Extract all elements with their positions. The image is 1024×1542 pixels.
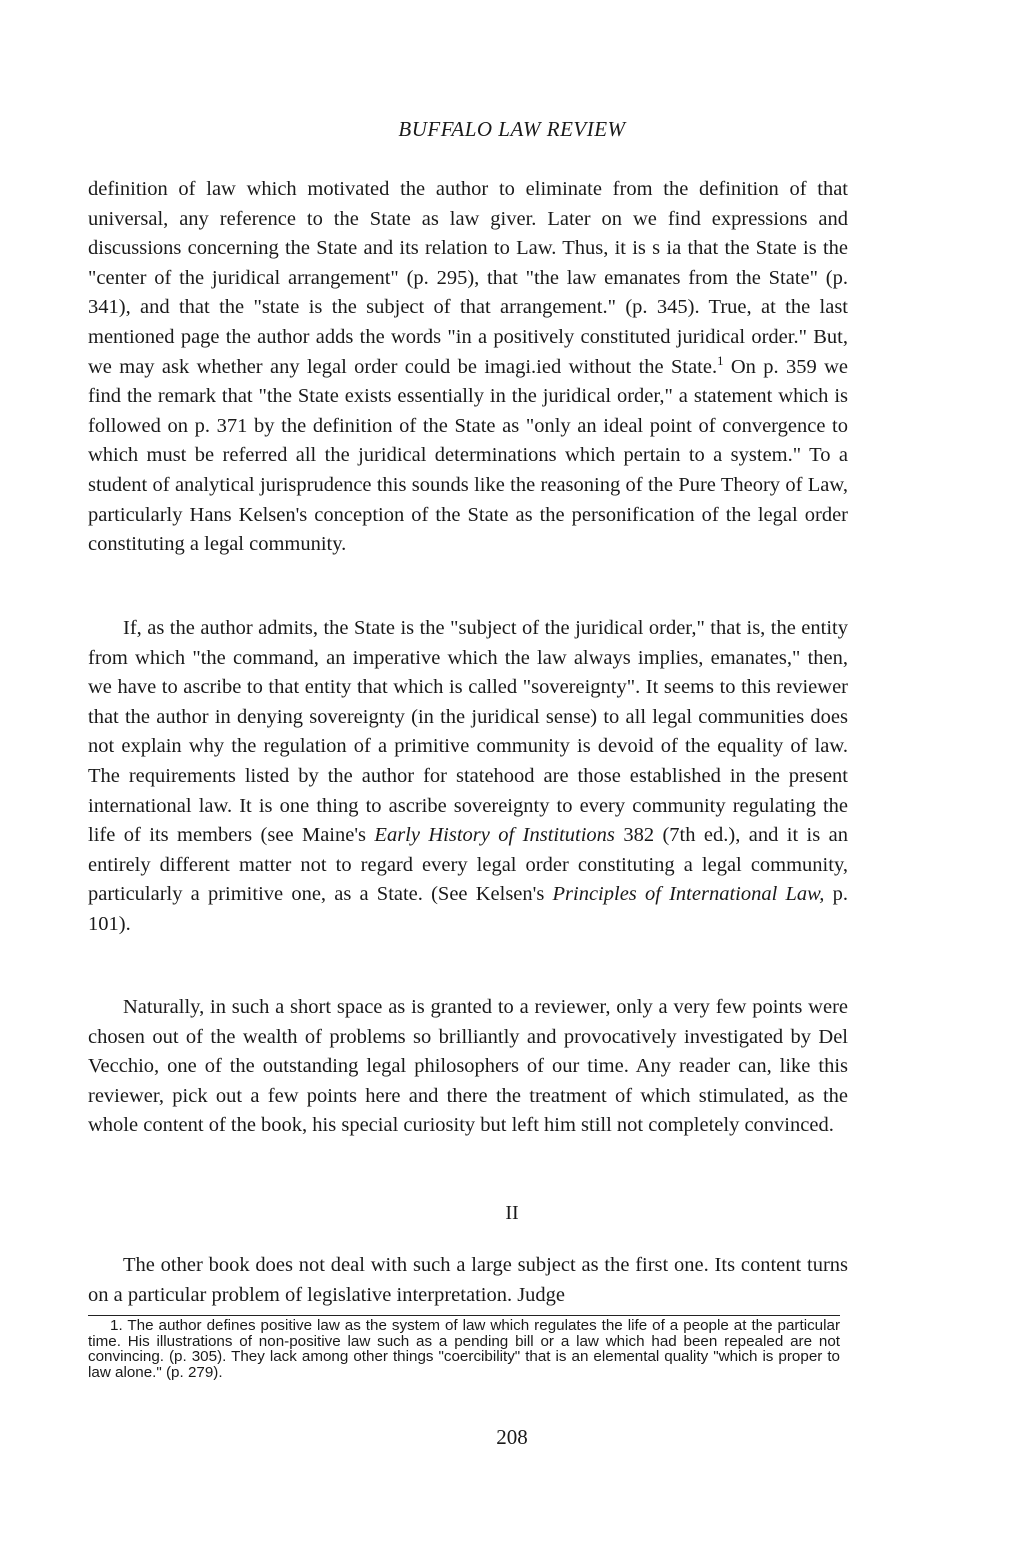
paragraph-1 — [88, 175, 848, 560]
footnote-1: 1. The author defines positive law as the system of law which regulates the life of a people at the particular time. His illustrations of non-positive law such as a pending bill or a law which had been repealed are not convincing. (p. 305). They lack among other things "coercibility" that is an elemental quality "which is proper to law alone." (p. 279). — [88, 1317, 840, 1381]
paragraph-1-text-b: On p. 359 we find the remark that "the State exists essentially in the juridical order," a statement which is followed on p. 371 by the definition of the State as "only an ideal point of convergence to which must be referred all the juridical determinations which pertain to a system." To a student of analytical jurisprudence this sounds like the reasoning of the Pure Theory of Law, particularly Hans Kelsen's conception of the State as the personification of the legal order constituting a legal community. — [88, 355, 848, 556]
paragraph-3: Naturally, in such a short space as is granted to a reviewer, only a very few points were chosen out of the wealth of problems so brilliantly and provocatively investigated by Del Vecchio, one of the outstanding legal philosophers of our time. Any reader can, like this reviewer, pick out a few points here and there the treatment of which stimulated, as the whole content of the book, his special curiosity but left him still not completely convinced. — [88, 996, 848, 1137]
paragraph-2 — [88, 614, 848, 940]
citation-title-kelsen: Principles of International Law, — [552, 883, 825, 906]
paragraph-2-text-b: 382 (7th ed.), and it is an entirely different matter not to regard every legal order constituting a legal community, particularly a primitive one, as a State. (See Kelsen's — [88, 824, 848, 906]
paragraph-1-text-a: definition of law which motivated the author to eliminate from the definition of that universal, any reference to the State as law giver. Later on we find expressions and discussions concerning the State and its relation to Law. Thus, it is s ia that the State is the "center of the juridical arrangement" (p. 295), that "the law emanates from the State" (p. 341), and that the "state is the subject of that arrangement." (p. 345). True, at the last mentioned page the author adds the words "in a positively constituted juridical order." But, we may ask whether any legal order could be imagi.ied without the State. — [88, 178, 848, 378]
footnote-divider — [88, 1315, 840, 1316]
citation-title-maine: Early History of Institutions — [374, 824, 615, 847]
section-heading-numeral: II — [505, 1202, 519, 1224]
footnote-reference: 1 — [717, 353, 724, 368]
paragraph-2-text-a: If, as the author admits, the State is the "subject of the juridical order," that is, the entity from which "the command, an imperative which the law always implies, emanates," then, we have to ascribe to that entity that which is called "sovereignty". It seems to this reviewer that the author in denying sovereignty (in the juridical sense) to all legal communities does not explain why the regulation of a primitive community is devoid of the equality of law. The requirements listed by the author for statehood are those established in the present international law. It is one thing to ascribe sovereignty to every community regulating the life of its members (see Maine's — [88, 617, 848, 847]
running-header: BUFFALO LAW REVIEW — [398, 117, 626, 141]
paragraph-4: The other book does not deal with such a large subject as the first one. Its content turns on a particular problem of legislative interpretation. Judge — [88, 1254, 848, 1306]
page-number: 208 — [496, 1425, 528, 1449]
paragraph-2-text-c: p. 101). — [88, 883, 848, 935]
